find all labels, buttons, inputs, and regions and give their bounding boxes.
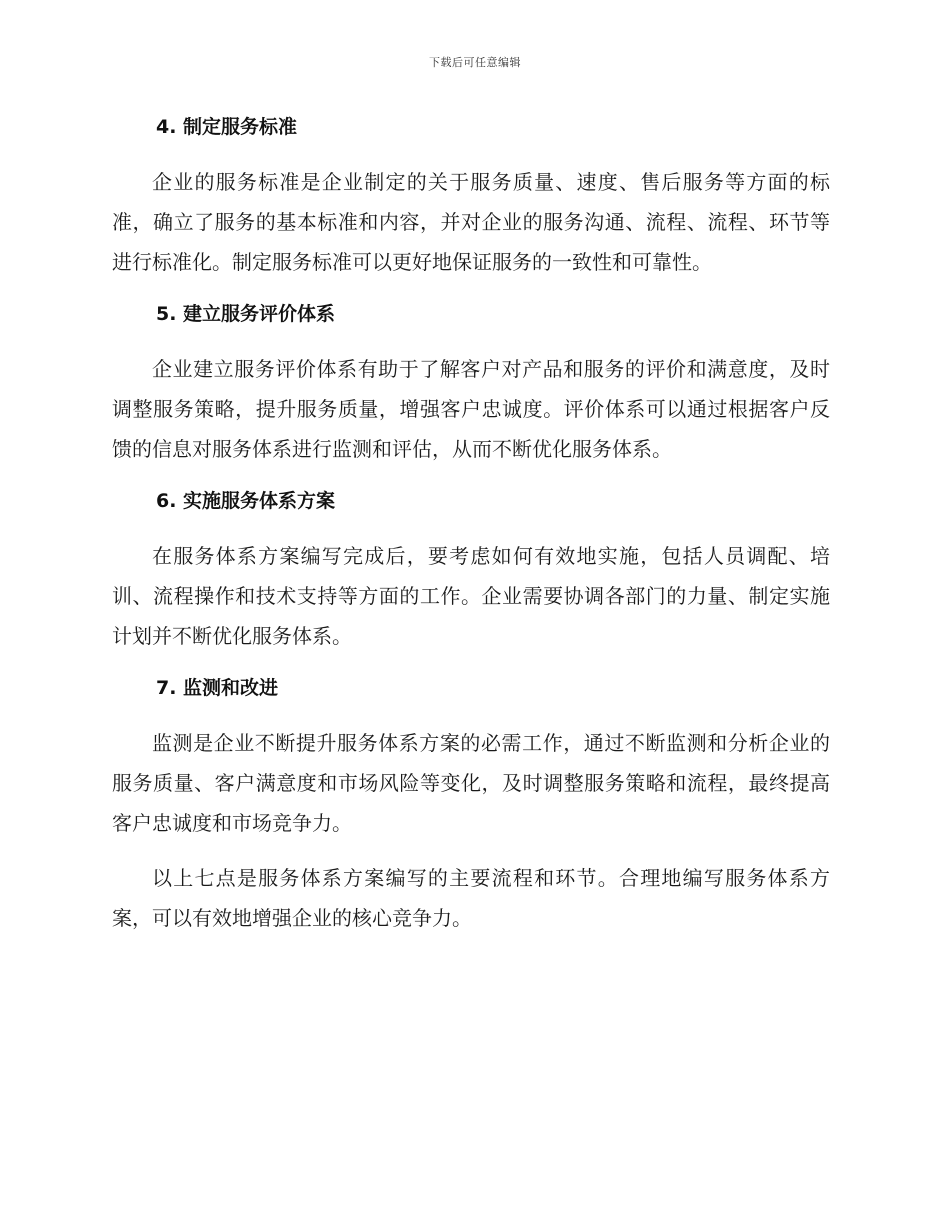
conclusion-paragraph: 以上七点是服务体系方案编写的主要流程和环节。合理地编写服务体系方案，可以有效地增强企业的核心竞争力。 (112, 866, 830, 930)
section-heading-4: 4. 制定服务标准 (156, 116, 298, 138)
section-heading-5: 5. 建立服务评价体系 (156, 303, 336, 325)
section-paragraph-7: 监测是企业不断提升服务体系方案的必需工作，通过不断监测和分析企业的服务质量、客户满意度和市场风险等变化，及时调整服务策略和流程，最终提高客户忠诚度和市场竞争力。 (112, 731, 830, 835)
document-body (112, 110, 830, 938)
section-heading-6: 6. 实施服务体系方案 (156, 490, 336, 512)
section-paragraph-4: 企业的服务标准是企业制定的关于服务质量、速度、售后服务等方面的标准，确立了服务的基本标准和内容，并对企业的服务沟通、流程、流程、环节等进行标准化。制定服务标准可以更好地保证服务的一致性和可靠性。 (112, 170, 830, 274)
page-header: 下载后可任意编辑 (429, 56, 521, 69)
section-heading-7: 7. 监测和改进 (156, 677, 279, 699)
section-paragraph-6: 在服务体系方案编写完成后，要考虑如何有效地实施，包括人员调配、培训、流程操作和技术支持等方面的工作。企业需要协调各部门的力量、制定实施计划并不断优化服务体系。 (112, 544, 830, 648)
section-paragraph-5: 企业建立服务评价体系有助于了解客户对产品和服务的评价和满意度，及时调整服务策略，提升服务质量，增强客户忠诚度。评价体系可以通过根据客户反馈的信息对服务体系进行监测和评估，从而不断优化服务体系。 (112, 357, 830, 461)
